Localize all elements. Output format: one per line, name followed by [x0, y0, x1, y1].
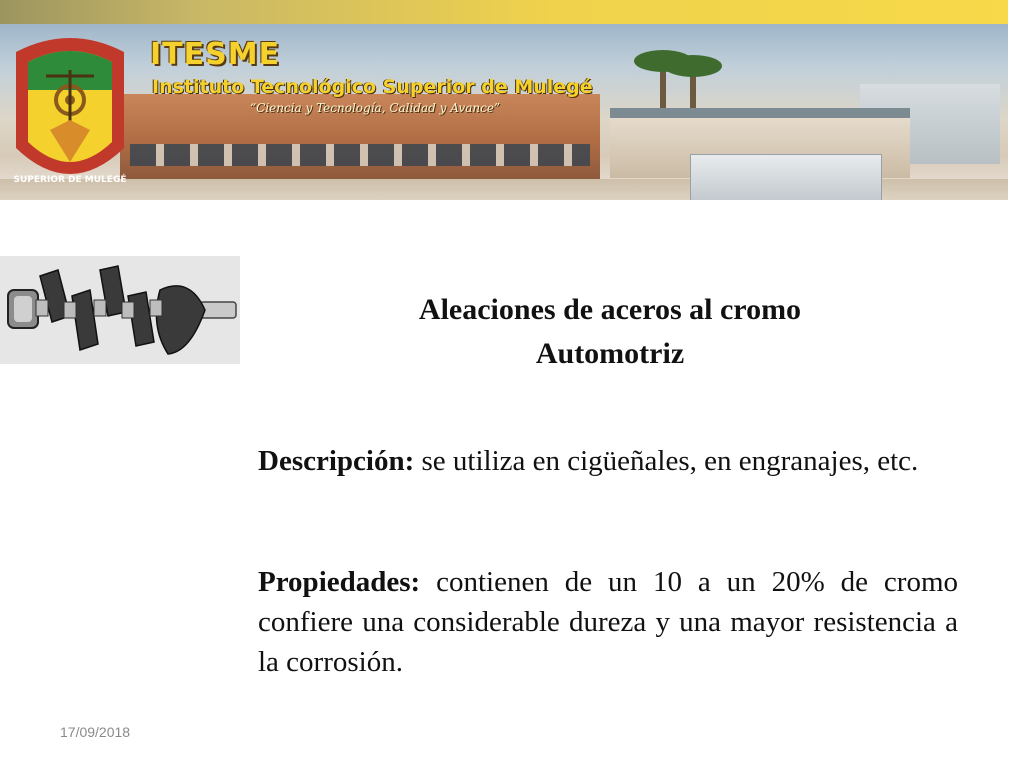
lab-equipment-photo — [690, 154, 882, 200]
description-paragraph — [258, 441, 958, 481]
institution-name: Instituto Tecnológico Superior de Mulegé — [152, 76, 593, 98]
crankshaft-image — [0, 256, 240, 364]
acronym-title: ITESME — [150, 37, 281, 72]
slide-title-line-2: Automotriz — [535, 337, 685, 370]
header-banner — [0, 0, 1008, 200]
properties-text: contienen de un 10 a un 20% de cromo confiere una considerable dureza y una mayor resistencia a la corrosión. — [258, 566, 959, 678]
institution-seal-logo — [6, 30, 134, 192]
properties-label: Propiedades: — [258, 566, 421, 598]
slide-title — [300, 288, 920, 376]
description-text: se utiliza en cigüeñales, en engranajes, etc. — [421, 445, 919, 477]
institution-motto: “Ciencia y Tecnología, Calidad y Avance” — [250, 101, 501, 115]
slide-date: 17/09/2018 — [60, 724, 131, 740]
banner-top-strip — [0, 0, 1008, 24]
properties-paragraph — [258, 562, 958, 682]
description-label: Descripción: — [258, 445, 415, 477]
slide-title-line-1: Aleaciones de aceros al cromo — [418, 293, 802, 326]
crankshaft-icon — [0, 256, 240, 364]
svg-text:SUPERIOR DE MULEGÉ: SUPERIOR DE MULEGÉ — [13, 175, 127, 185]
